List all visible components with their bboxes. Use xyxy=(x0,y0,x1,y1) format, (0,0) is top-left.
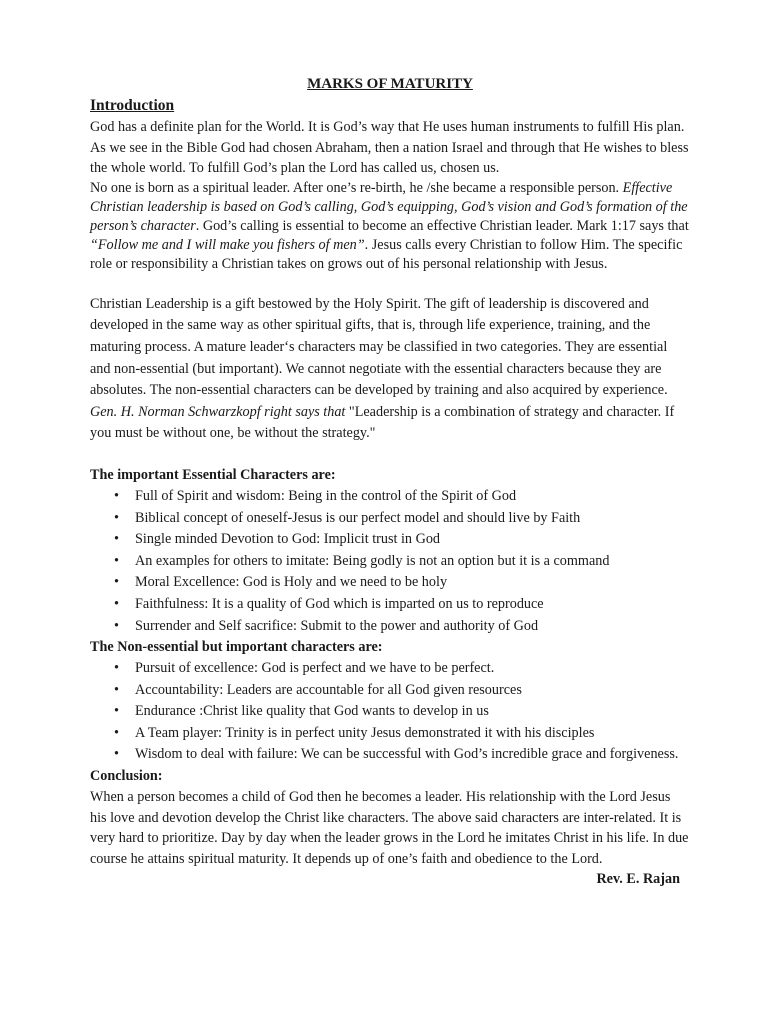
conclusion-paragraph: When a person becomes a child of God then he becomes a leader. His relationship with the Lord Jesus his love and devotion develop the Christ like characters. The above said characters are inter-related. It is very hard to prioritize. Day by day when the leader grows in the Lord he imitates Christ in his life. In due course he attains spiritual maturity. It depends up of one’s faith and obedience to the Lord. xyxy=(90,789,689,867)
essential-list xyxy=(90,486,690,637)
spacer xyxy=(90,274,690,294)
bullet-icon: • xyxy=(114,617,119,634)
intro-p2-quote: “Follow me and I will make you fishers of men” xyxy=(90,236,365,253)
bullet-icon: • xyxy=(114,703,119,720)
list-item-text: Moral Excellence: God is Holy and we need to be holy xyxy=(135,574,448,591)
list-item-text: An examples for others to imitate: Being godly is not an option but it is a command xyxy=(135,552,610,569)
list-item-text: Single minded Devotion to God: Implicit trust in God xyxy=(135,531,441,548)
list-item xyxy=(90,594,690,616)
list-item-text: Endurance :Christ like quality that God wants to develop in us xyxy=(135,703,489,720)
list-item xyxy=(90,658,690,680)
spacer xyxy=(90,445,690,465)
intro-p3-end: "Leadership is a combination of strategy and character. If you must be without one, be without the strategy." xyxy=(90,403,675,442)
list-item-text: Accountability: Leaders are accountable for all God given resources xyxy=(135,681,522,698)
intro-p2-mid: . God’s calling is essential to become an effective Christian leader. Mark 1:17 says that xyxy=(195,217,689,234)
intro-p2-italic: Effective Christian leadership is based on God’s calling, God’s equipping, God’s vision and God’s formation of the person’s character xyxy=(90,179,688,234)
list-item xyxy=(90,551,690,573)
bullet-icon: • xyxy=(114,487,119,504)
list-item xyxy=(90,572,690,594)
intro-paragraph-2 xyxy=(90,179,690,274)
intro-paragraph-3 xyxy=(90,294,690,445)
bullet-icon: • xyxy=(114,724,119,741)
document-body xyxy=(90,76,690,890)
list-item xyxy=(90,486,690,508)
bullet-icon: • xyxy=(114,595,119,612)
list-item xyxy=(90,744,690,766)
bullet-icon: • xyxy=(114,681,119,698)
list-item xyxy=(90,529,690,551)
conclusion-heading: Conclusion: xyxy=(90,768,163,785)
bullet-icon: • xyxy=(114,531,119,548)
author-signature: Rev. E. Rajan xyxy=(596,871,680,888)
essential-heading: The important Essential Characters are: xyxy=(90,466,336,483)
intro-p2-start: No one is born as a spiritual leader. After one’s re-birth, he /she became a responsible person. xyxy=(90,179,620,196)
list-item-text: Faithfulness: It is a quality of God which is imparted on us to reproduce xyxy=(135,595,544,612)
bullet-icon: • xyxy=(114,574,119,591)
introduction-heading: Introduction xyxy=(90,97,175,114)
intro-p3-italic: Gen. H. Norman Schwarzkopf right says that xyxy=(90,403,346,420)
intro-p2-end: . Jesus calls every Christian to follow Him. The specific role or responsibility a Christian takes on grows out of his personal relationship with Jesus. xyxy=(90,236,683,272)
nonessential-heading: The Non-essential but important characters are: xyxy=(90,639,383,656)
list-item-text: Wisdom to deal with failure: We can be successful with God’s incredible grace and forgiveness. xyxy=(135,746,679,763)
bullet-icon: • xyxy=(114,660,119,677)
list-item xyxy=(90,508,690,530)
list-item-text: Surrender and Self sacrifice: Submit to the power and authority of God xyxy=(135,617,539,634)
nonessential-list xyxy=(90,658,690,766)
document-title: MARKS OF MATURITY xyxy=(307,76,473,92)
list-item xyxy=(90,701,690,723)
list-item-text: A Team player: Trinity is in perfect unity Jesus demonstrated it with his disciples xyxy=(135,724,595,741)
list-item xyxy=(90,616,690,638)
list-item xyxy=(90,723,690,745)
bullet-icon: • xyxy=(114,552,119,569)
bullet-icon: • xyxy=(114,746,119,763)
list-item-text: Full of Spirit and wisdom: Being in the control of the Spirit of God xyxy=(135,487,517,504)
list-item-text: Biblical concept of oneself-Jesus is our perfect model and should live by Faith xyxy=(135,509,581,526)
intro-paragraph-1: God has a definite plan for the World. It is God’s way that He uses human instruments to fulfill His plan. As we see in the Bible God had chosen Abraham, then a nation Israel and through that He wishes to bless the whole world. To fulfill God’s plan the Lord has called us, chosen us. xyxy=(90,119,689,177)
intro-p3-start: Christian Leadership is a gift bestowed by the Holy Spirit. The gift of leadership is discovered and developed in the same way as other spiritual gifts, that is, through life experience, training, and the maturing process. A mature leader‘s characters may be classified in two categories. They are essential and non-essential (but important). We cannot negotiate with the essential characters because they are absolutes. The non-essential characters can be developed by training and also acquired by experience. xyxy=(90,295,668,399)
bullet-icon: • xyxy=(114,509,119,526)
list-item xyxy=(90,680,690,702)
list-item-text: Pursuit of excellence: God is perfect and we have to be perfect. xyxy=(135,660,495,677)
